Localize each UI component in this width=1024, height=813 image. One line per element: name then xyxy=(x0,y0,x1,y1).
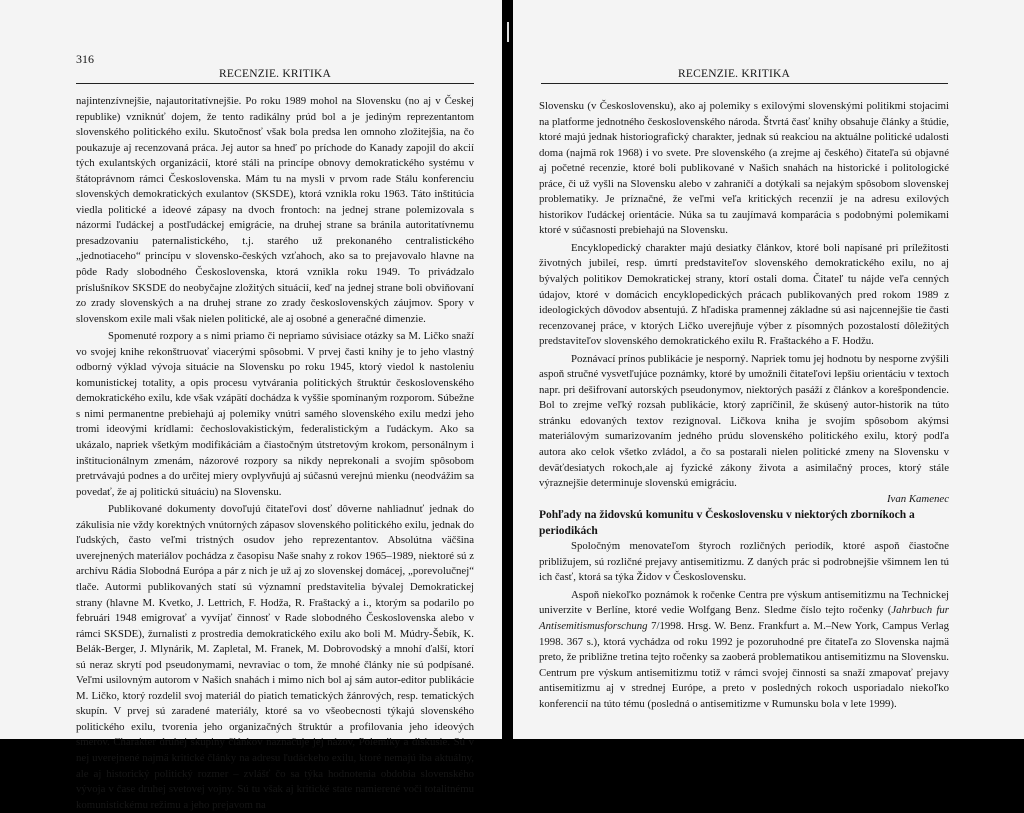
paragraph xyxy=(539,588,949,712)
paragraph: Publikované dokumenty dovoľujú čitateľovi dosť dôverne nahliadnuť jednak do zákulisia nie vždy korektných vnútorných zápasov slovenského politického exilu, jednak do ľudských, často veľmi tristných osudov jeho reprezentantov. Absolútna väčšina uverejnených materiálov pochádza z časopisu Naše snahy z rokov 1965–1989, niektoré sú z archívu Rádia Slobodná Európa a pár z nich je už aj zo slovenskej domácej, „porevolučnej“ tlače. Autormi publikovaných statí sú významní predstavitelia bývalej Demokratickej strany (hlavne M. Kvetko, J. Lettrich, F. Hodža, R. Fraštacký a i., ktorým sa podarilo po februári 1948 emigrovať a vyvíjať činnosť v Rade slobodného Československa alebo v rámci SKSDE), žurnalisti z prostredia demokratického exilu ako boli M. Múdry-Šebík, K. Belák-Berger, J. Mlynárik, M. Zapletal, M. Franek, M. Dobrovodský a mnohí ďalší, ktorí sú neraz skrytí pod pseudonymami, nevraviac o tom, že mnohé články nie sú podpísané. Veľmi usilovným autorom v Našich snahách i mimo nich bol aj sám autor-editor publikácie M. Ličko, ktorý rozdelil svoj materiál do piatich tematických žánrových, resp. tematických skupín. V prvej sú zaradené materiály, ktoré sa vo všeobecnosti týkajú slovenského politického exilu, tvorenia jeho organizačných štruktúr a profilovania jeho ideových smerov. Charakter druhej skupiny článkov naznačuje jej názov, Polemiky a diskusie. Sú v nej uverejnené najmä kritické články na adresu ľudáckeho exilu, ktoré nemajú iba aktuálny, ale aj historický politický rozmer – zvlášť čo sa týka hodnotenia obdobia slovenského vývoja v čase druhej svetovej vojny. Sú tu však aj kritické state namierené voči totalitnému komunistickému režimu a jeho prejavom na xyxy=(76,503,474,811)
paragraph: Spoločným menovateľom štyroch rozličných periodík, ktoré aspoň čiastočne približujem, sú rozličné prejavy antisemitizmu. Z daných prác si podrobnejšie všimnem len tú ich časť, ktorá sa týka Židov v Československu. xyxy=(539,540,949,584)
header-rule xyxy=(76,83,474,84)
paragraph: najintenzívnejšie, najautoritatívnejšie. Po roku 1989 mohol na Slovensku (no aj v Českej republike) vzniknúť dojem, že tento radikálny prúd bol a je jediným reprezentantom slovenského politického exilu. Skutočnosť však bola predsa len omnoho zložitejšia, na čo poukazuje aj recenzovaná práca. Jej autor sa hneď po príchode do Kanady zapojil do akcií tých exulantských organizácií, ktoré stáli na princípe obnovy demokratického systému v štátoprávnom rámci Československa. Mám tu na mysli v prvom rade Stálu konferenciu slovenských demokratických exulantov (SKSDE), ktorá vznikla roku 1963. Táto inštitúcia viedla politické a ideové zápasy na dvoch frontoch: na jednej strane polemizovala s názormi ľudáckej a postľudáckej emigrácie, na druhej strane sa bránila autoritatívnemu presadzovaniu paternalistického, t.j. starého už prekonaného centralistického „jednotiaceho“ princípu v slovensko-českých vzťahoch, ako sa to prejavovalo hlavne na pôde Rady slobodného Československa, ktorá vznikla roku 1949. To privádzalo príslušníkov SKSDE do neobyčajne zložitých situácií, keď na jednej strane boli obviňovaní zo zrady slovenských a na druhej strane zo zrady československých záujmov. Spory v slovenskom exile mali však nielen politické, ale aj osobné a generačné dimenzie. xyxy=(76,95,474,325)
paragraph-text: Aspoň niekoľko poznámok k ročenke Centra pre výskum antisemitizmu na Technickej univerzite v Berlíne, ktoré vedie Wolfgang Benz. Sledme číslo tejto ročenky ( xyxy=(539,588,949,617)
review-signature: Ivan Kamenec xyxy=(886,492,949,505)
paragraph: Encyklopedický charakter majú desiatky článkov, ktoré boli napísané pri príležitosti životných jubileí, resp. úmrtí predstaviteľov slovenského demokratického exilu, no aj bývalých politikov Demokratickej strany, ktorí ostali doma. Čitateľ tu nájde veľa cenných údajov, ktoré v domácich encyklopedických prácach publikovaných pred rokom 1989 z ideologických dôvodov absentujú. Z hľadiska pramennej základne sú asi najcennejšie tie časti recenzovanej práce, v ktorých Ličko uverejňuje výber z písomných pozostalostí dôležitých predstaviteľov slovenského demokratického exilu R. Fraštackého a F. Hodžu. xyxy=(539,241,949,348)
page-number: 316 xyxy=(76,52,94,66)
journal-title: Jahrbuch fur Antisemitismusforschung xyxy=(539,604,949,632)
header-rule xyxy=(541,83,948,84)
left-text-column xyxy=(76,94,474,813)
gutter-mark xyxy=(507,22,509,42)
article-title: Pohľady na židovskú komunitu v Československu v niektorých zborníkoch a periodikách xyxy=(539,509,915,538)
paragraph: Slovensku (v Československu), ako aj polemiky s exilovými slovenskými politikmi stojacimi na platforme jednotného československého národa. Štvrtá časť knihy obsahuje články a štúdie, ktoré majú jednak historiografický charakter, jednak sú reakciou na aktuálne politické udalosti doma (najmä rok 1968) i vo svete. Pre slovenského (a zrejme aj českého) čitateľa sú objavné aj početné recenzie, ktoré boli publikované v Našich snahách na historické i politologické práce, či už vyšli na Slovensku alebo v zahraničí a dotýkali sa nejakým spôsobom slovenskej problematiky. Je príznačné, že veľmi veľa kritických recenzií je na adresu exilových historikov ľudáckej orientácie. Núka sa tu zaujímavá komparácia s podobnými polemikami ktoré v súčasnosti prebiehajú na Slovensku. xyxy=(539,100,949,237)
paragraph-text: 7/1998. Hrsg. W. Benz. Frankfurt a. M.–New York, Campus Verlag 1998. 367 s.), ktorá vychádza od roku 1992 je pozoruhodné pre čitateľa zo Slovenska najmä preto, že približne tretina tejto ročenky sa zaoberá problematikou antisemitizmu na Slovensku. Centrum pre výskum antisemitizmu totiž v rámci svojej činnosti sa snaží zmapovať prejavy antisemitizmu aj v strednej Európe, a preto v posledných rokoch usporiadalo niekoľko konferencií na túto tému (posledná o antisemitizme v Rumunsku bola v lete 1999). xyxy=(539,619,949,710)
paragraph: Poznávací prínos publikácie je nesporný. Napriek tomu jej hodnotu by nesporne zvýšili aspoň stručné vysvetľujúce poznámky, ktoré by umožnili čitateľovi lepšiu orientáciu v textoch napr. pri dešifrovaní autorských pseudonymov, niektorých pasáží z článkov a korešpondencie. Bol to zrejme veľký rozsah publikácie, ktorý zapríčinil, že skúsený autor-historik na túto stránku edovaných textov rezignoval. Ličkova kniha je svojím spôsobom akýmsi materiálovým sumarizovaním jedného prúdu slovenského politického exilu, ktorý podľa autora ako celok všetko zvládol, a čo sa postarali nielen politické zmeny na Slovensku v deväťdesiatych rokoch,ale aj fyzické zákony života a asimilačný proces, ktorý stále výraznejšie determinuje slovenskú emigráciu. xyxy=(539,352,949,490)
running-head-left: RECENZIE. KRITIKA xyxy=(219,68,331,80)
right-page xyxy=(513,0,1024,739)
right-text-column xyxy=(539,99,949,712)
paragraph: Spomenuté rozpory a s nimi priamo či nepriamo súvisiace otázky sa M. Ličko snaží vo svojej knihe rekonštruovať viacerými spôsobmi. V prvej časti knihy je to jeho vlastný odborný výklad vývoja situácie na Slovensku po roku 1945, ktorý viedol k nastoleniu komunistickej totality, a opis procesu vytvárania politických štruktúr československého demokratického exilu, kde však vzápätí dochádza k vyššie spomínaným rozporom. Súbežne s nimi permanentne prebiehajú aj polemiky vnútri samého slovenského exilu medzi jeho tromi ideovými krídlami: čechoslovakistickým, federalistickým a ľudáckym. Ako sa ukázalo, napriek všetkým modifikáciám a čiastočným útstretovým krokom, personálnym i inštitucionálnym zmenám, názorové rozpory sa nikdy neprekonali a svojím spôsobom pretrvávajú podnes a do určitej miery ovplyvňujú aj súčasnú verejnú mienku (neodvážim sa povedať, že aj politickú situáciu) na Slovensku. xyxy=(76,330,474,498)
running-head-right: RECENZIE. KRITIKA xyxy=(678,68,790,80)
left-page xyxy=(0,0,502,811)
